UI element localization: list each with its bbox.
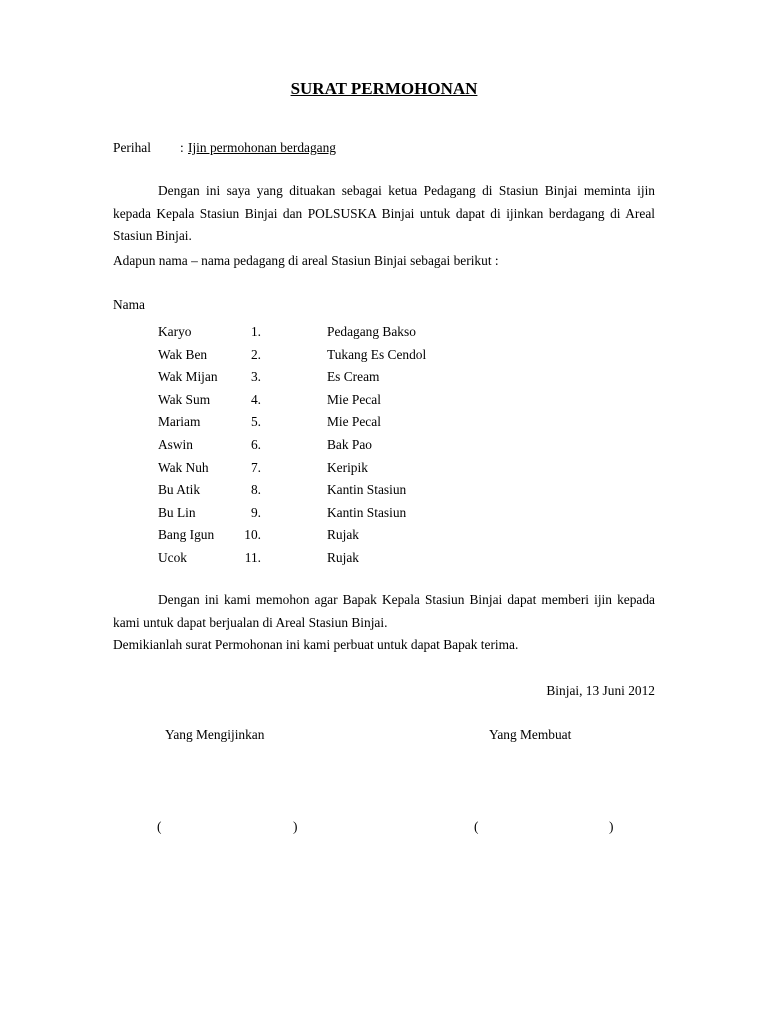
names-heading: Nama	[113, 297, 145, 312]
trader-number: 1.	[250, 324, 261, 339]
list-intro: Adapun nama – nama pedagang di areal Stasiun Binjai sebagai berikut :	[113, 253, 499, 268]
trader-number: 9.	[250, 504, 261, 520]
trader-number: 3.	[250, 369, 261, 385]
trader-trade: Rujak	[327, 527, 359, 543]
trader-name: Wak Ben	[158, 346, 208, 362]
trader-trade: Rujak	[327, 549, 359, 565]
trader-name: Bang Igun	[158, 527, 215, 543]
signature-right-close-paren: )	[609, 819, 614, 834]
signature-right-open-paren: (	[474, 819, 479, 834]
trader-trade: Bak Pao	[327, 436, 373, 452]
list-item	[113, 524, 655, 547]
trader-name: Bu Atik	[158, 482, 201, 498]
request-paragraph: Dengan ini kami memohon agar Bapak Kepala Stasiun Binjai dapat memberi ijin kepada kami untuk dapat berjualan di Areal Stasiun Binjai.	[113, 592, 655, 630]
trader-trade: Pedagang Bakso	[327, 324, 416, 339]
trader-name: Karyo	[158, 324, 192, 339]
trader-trade: Mie Pecal	[327, 414, 381, 430]
list-item	[113, 321, 655, 344]
signature-left-open-paren: (	[157, 819, 162, 834]
trader-trade: Mie Pecal	[327, 391, 381, 407]
trader-number: 7.	[250, 459, 261, 475]
trader-name: Bu Lin	[158, 504, 196, 520]
list-item	[113, 547, 655, 570]
place-date: Binjai, 13 Juni 2012	[546, 683, 655, 698]
trader-number: 2.	[250, 346, 261, 362]
trader-trade: Kantin Stasiun	[327, 482, 407, 498]
trader-name: Mariam	[158, 414, 201, 430]
list-item	[113, 479, 655, 502]
signer-right-label: Yang Membuat	[489, 727, 572, 742]
trader-number: 8.	[250, 482, 261, 498]
signature-left-close-paren: )	[293, 819, 298, 834]
list-item	[113, 502, 655, 525]
signer-left-label: Yang Mengijinkan	[165, 727, 265, 742]
trader-name: Aswin	[158, 436, 193, 452]
trader-trade: Kantin Stasiun	[327, 504, 407, 520]
trader-name: Ucok	[158, 549, 188, 565]
trader-trade: Tukang Es Cendol	[327, 346, 427, 362]
trader-number: 10.	[244, 527, 261, 543]
list-item	[113, 411, 655, 434]
page-title: SURAT PERMOHONAN	[290, 79, 478, 98]
subject-label: Perihal	[113, 140, 151, 155]
trader-name: Wak Sum	[158, 391, 211, 407]
subject-value: Ijin permohonan berdagang	[188, 140, 336, 155]
trader-number: 6.	[250, 436, 261, 452]
intro-paragraph: Dengan ini saya yang dituakan sebagai ketua Pedagang di Stasiun Binjai meminta ijin kepada Kepala Stasiun Binjai dan POLSUSKA Binjai untuk dapat di ijinkan berdagang di Areal Stasiun Binjai.	[113, 183, 655, 244]
trader-list	[113, 321, 655, 570]
list-item	[113, 434, 655, 457]
list-item	[113, 457, 655, 480]
trader-name: Wak Mijan	[158, 369, 218, 385]
trader-name: Wak Nuh	[158, 459, 209, 475]
list-item	[113, 344, 655, 367]
list-item	[113, 366, 655, 389]
closing-sentence: Demikianlah surat Permohonan ini kami perbuat untuk dapat Bapak terima.	[113, 637, 519, 652]
list-item	[113, 389, 655, 412]
trader-number: 5.	[250, 414, 261, 430]
trader-trade: Es Cream	[327, 369, 380, 385]
trader-number: 4.	[250, 391, 261, 407]
trader-number: 11.	[244, 549, 261, 565]
trader-trade: Keripik	[327, 459, 368, 475]
subject-colon: :	[180, 140, 184, 155]
